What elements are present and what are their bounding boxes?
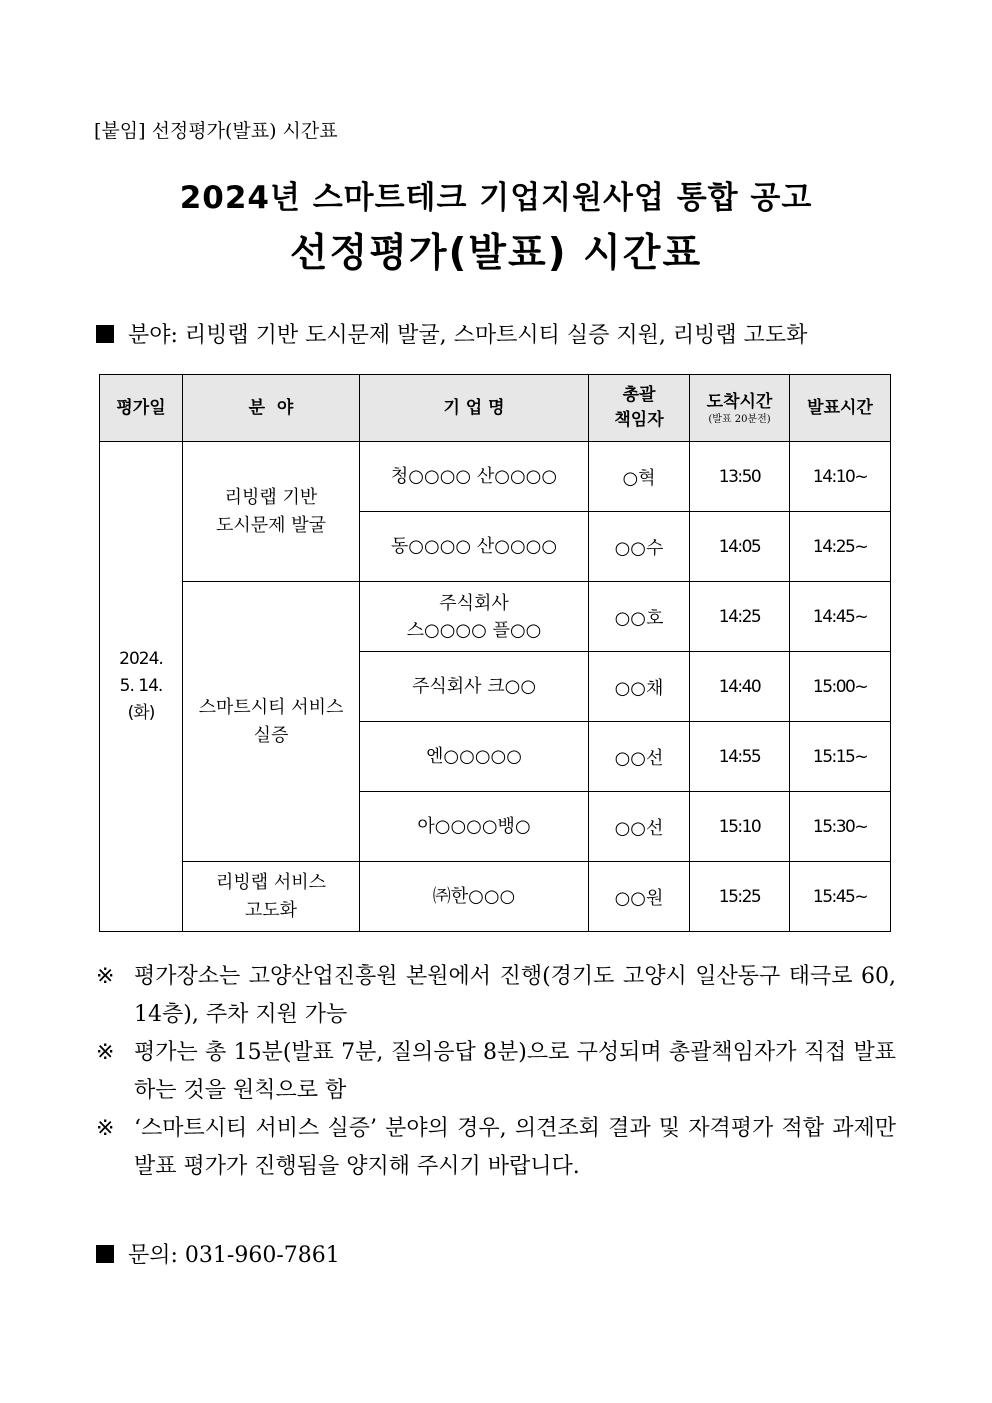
company-cell: [360, 862, 589, 932]
company-name: 아○○○○뱅○: [417, 816, 531, 837]
company-name-line2: 스○○○○ 플○○: [406, 619, 542, 641]
notes-section: [96, 958, 896, 1186]
field-group-line2: 고도화: [244, 899, 298, 921]
company-cell: [360, 442, 589, 512]
company-cell: [360, 722, 589, 792]
header-arrival-note: (발표 20분전): [708, 414, 771, 426]
company-cell: [360, 582, 589, 652]
note-text: 평가장소는 고양산업진흥원 본원에서 진행(경기도 고양시 일산동구 태극로 60, 14층), 주차 지원 가능: [134, 964, 896, 1027]
manager-cell: ○○채: [589, 652, 690, 722]
presentation-time-cell: 15:00~: [790, 652, 891, 722]
company-name: 주식회사 크○○: [411, 676, 537, 697]
attachment-label: [붙임] 선정평가(발표) 시간표: [94, 120, 338, 142]
presentation-time-cell: 15:15~: [790, 722, 891, 792]
square-bullet-icon: [96, 325, 114, 343]
arrival-time-cell: 15:25: [690, 862, 790, 932]
date-line2: 5. 14.: [119, 675, 163, 696]
presentation-time-cell: 14:45~: [790, 582, 891, 652]
header-arrival: [690, 375, 790, 442]
field-group-line1: 스마트시티 서비스: [198, 696, 344, 718]
title-line-2: 선정평가(발표) 시간표: [289, 231, 703, 276]
presentation-time-cell: 15:45~: [790, 862, 891, 932]
manager-cell: ○○수: [589, 512, 690, 582]
header-presentation: 발표시간: [790, 375, 891, 442]
table-row: [100, 442, 891, 512]
company-name: ㈜한○○○: [432, 886, 516, 907]
contact-line: [96, 1238, 340, 1269]
field-group-cell: [183, 442, 360, 582]
company-name: 주식회사: [439, 592, 509, 614]
header-manager-line1: 총괄: [622, 385, 656, 406]
header-field: 분 야: [183, 375, 360, 442]
date-line1: 2024.: [119, 648, 163, 669]
reference-mark-icon: ※: [96, 964, 115, 989]
header-date: 평가일: [100, 375, 183, 442]
company-cell: [360, 512, 589, 582]
company-name: 청○○○○ 산○○○○: [390, 466, 558, 487]
header-company: 기 업 명: [360, 375, 589, 442]
contact-text: 문의: 031-960-7861: [128, 1243, 340, 1268]
arrival-time-cell: 14:55: [690, 722, 790, 792]
company-name: 엔○○○○○: [426, 746, 522, 767]
presentation-time-cell: 14:10~: [790, 442, 891, 512]
note-item: [96, 1110, 896, 1186]
field-group-cell: [183, 862, 360, 932]
table-row: [100, 582, 891, 652]
note-text: ‘스마트시티 서비스 실증’ 분야의 경우, 의견조회 결과 및 자격평가 적합 과제만 발표 평가가 진행됨을 양지해 주시기 바랍니다.: [134, 1116, 896, 1179]
header-manager: [589, 375, 690, 442]
schedule-table: [99, 374, 891, 932]
reference-mark-icon: ※: [96, 1040, 115, 1065]
date-cell: [100, 442, 183, 932]
square-bullet-icon: [96, 1245, 114, 1263]
manager-cell: ○혁: [589, 442, 690, 512]
manager-cell: ○○선: [589, 792, 690, 862]
field-group-line2: 실증: [253, 724, 289, 746]
presentation-time-cell: 15:30~: [790, 792, 891, 862]
note-item: [96, 1034, 896, 1110]
field-group-cell: [183, 582, 360, 862]
note-text: 평가는 총 15분(발표 7분, 질의응답 8분)으로 구성되며 총괄책임자가 직접 발표하는 것을 원칙으로 함: [134, 1040, 896, 1103]
arrival-time-cell: 15:10: [690, 792, 790, 862]
manager-cell: ○○호: [589, 582, 690, 652]
note-item: [96, 958, 896, 1034]
field-group-line1: 리빙랩 서비스: [215, 871, 327, 893]
header-manager-line2: 책임자: [614, 410, 664, 430]
reference-mark-icon: ※: [96, 1116, 115, 1141]
header-arrival-label: 도착시간: [706, 391, 773, 412]
field-line: [96, 318, 807, 349]
arrival-time-cell: 14:05: [690, 512, 790, 582]
arrival-time-cell: 14:40: [690, 652, 790, 722]
field-text: 분야: 리빙랩 기반 도시문제 발굴, 스마트시티 실증 지원, 리빙랩 고도화: [128, 323, 808, 348]
company-cell: [360, 792, 589, 862]
presentation-time-cell: 14:25~: [790, 512, 891, 582]
title-line-1: 2024년 스마트테크 기업지원사업 통합 공고: [179, 180, 813, 216]
manager-cell: ○○선: [589, 722, 690, 792]
date-line3: (화): [127, 703, 155, 724]
company-cell: [360, 652, 589, 722]
field-group-line1: 리빙랩 기반: [224, 486, 318, 508]
table-row: [100, 862, 891, 932]
company-name: 동○○○○ 산○○○○: [390, 536, 558, 557]
manager-cell: ○○원: [589, 862, 690, 932]
field-group-line2: 도시문제 발굴: [215, 514, 327, 536]
arrival-time-cell: 13:50: [690, 442, 790, 512]
table-header-row: [100, 375, 891, 442]
arrival-time-cell: 14:25: [690, 582, 790, 652]
